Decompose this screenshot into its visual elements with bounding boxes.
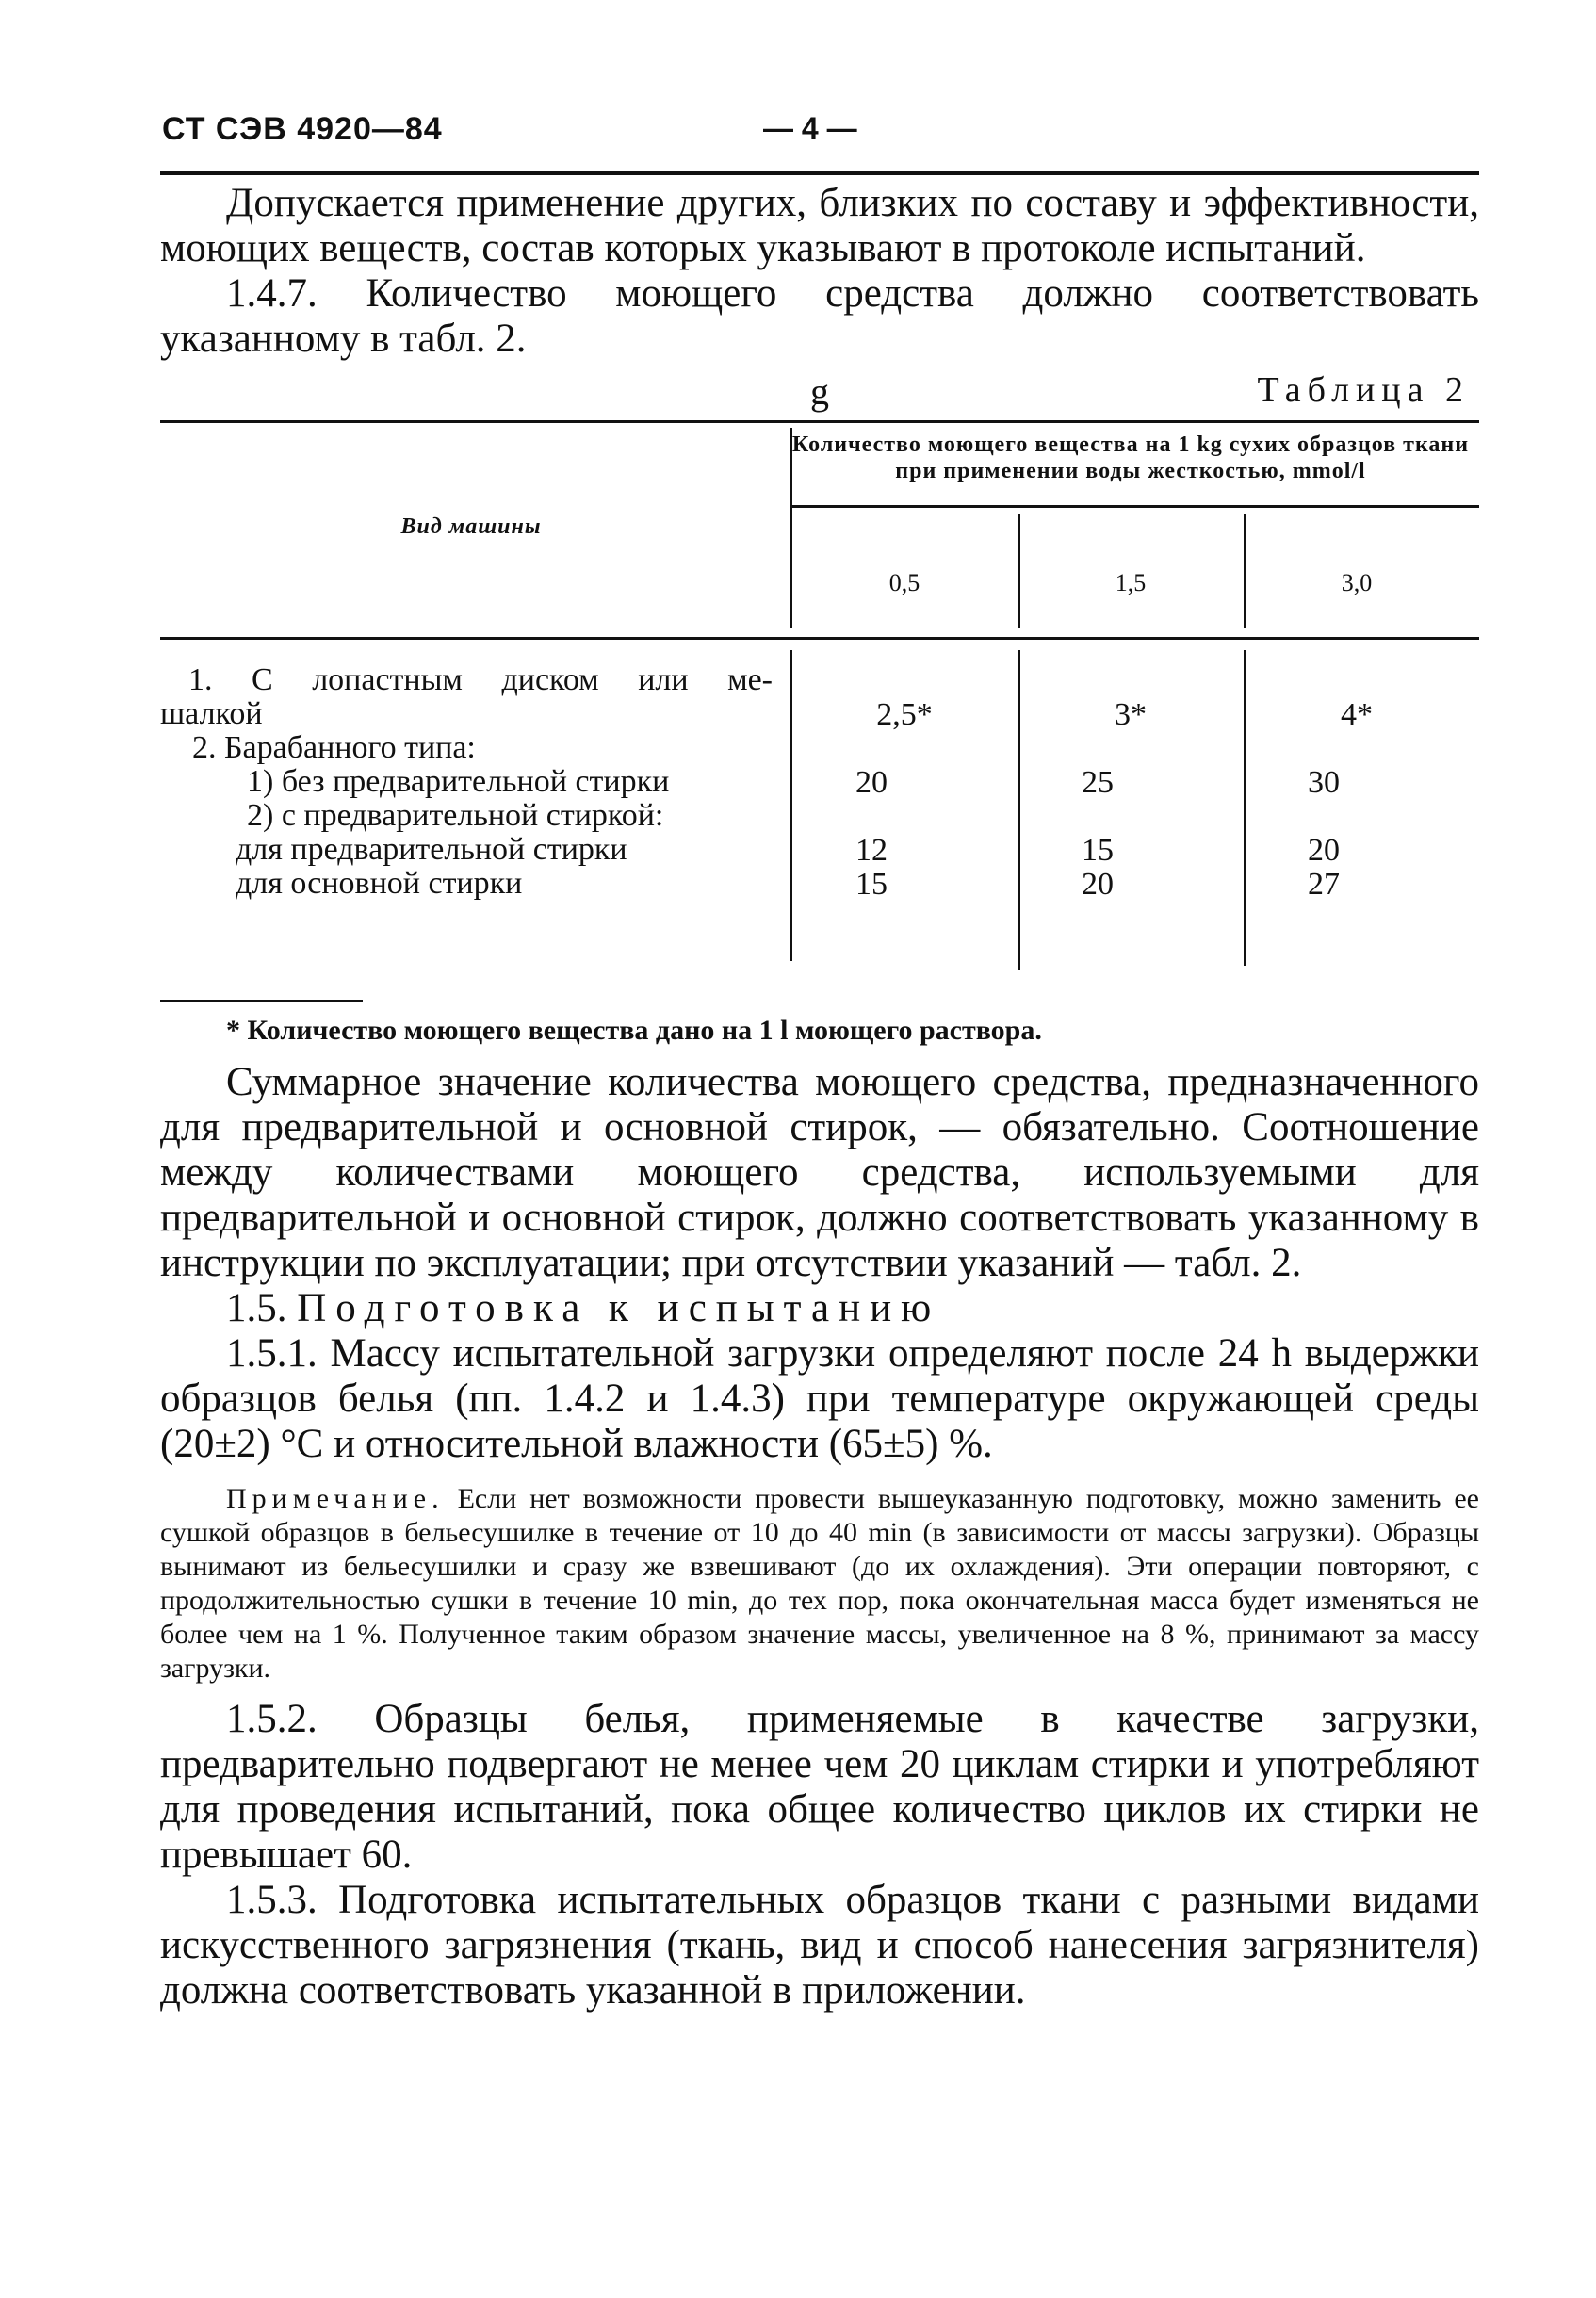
table-vline <box>1244 650 1246 966</box>
table-cell: 12 <box>855 833 888 868</box>
paragraph-1-5-3: 1.5.3. Подготовка испытательных образцов ткани с разными видами искусственного загрязнения (ткань, вид и способ нанесения загрязнителя) должна соответствовать указанной в приложении. <box>160 1878 1479 2013</box>
table-cell: 3* <box>1115 697 1147 732</box>
table-cell: 15 <box>1082 833 1114 868</box>
section-number: 1.5. <box>226 1286 287 1330</box>
table-cell: 15 <box>855 867 888 902</box>
table-vline <box>1018 650 1020 970</box>
row-label: для основной стирки <box>236 866 523 901</box>
table-unit: g <box>810 370 829 413</box>
table-cell: 20 <box>855 765 888 800</box>
table-cell: 27 <box>1308 867 1340 902</box>
table-number: Таблица 2 <box>1257 370 1470 410</box>
row-label: для предварительной стирки <box>236 832 627 867</box>
paragraph-total-amount: Суммарное значение количества моющего средства, предназначенного для предварительной и основной стирок, — обязательно. Соотношение между количествами моющего средства, используемыми для предварительной и основной стирок, должно соответствовать указанному в инструкции по эксплуатации; при отсутствии указаний — табл. 2. <box>160 1060 1479 1285</box>
table-group-header: Количество моющего вещества на 1 kg сухих образцов ткани при применении воды жесткостью, mmol/l <box>791 432 1470 483</box>
paragraph-1-4-7: 1.4.7. Количество моющего средства должно соответствовать указанному в табл. 2. <box>160 271 1479 361</box>
table-footnote: * Количество моющего вещества дано на 1 l моющего раствора. <box>226 1015 1042 1046</box>
paragraph-substitutes: Допускается применение других, близких по составу и эффективности, моющих веществ, состав которых указывают в протоколе испытаний. <box>160 181 1479 270</box>
row-label: шалкой <box>160 696 263 731</box>
table-vline <box>1244 514 1246 628</box>
table-cell: 25 <box>1082 765 1114 800</box>
column-header: 0,5 <box>888 569 920 596</box>
row-label: 2. Барабанного типа: <box>192 730 476 765</box>
table-header-rule <box>160 637 1479 640</box>
paragraph-1-5-1: 1.5.1. Массу испытательной загрузки определяют после 24 h выдержки образцов белья (пп. 1.4.2 и 1.4.3) при температуре окружающей среды (20±2) °С и относительной влажности (65±5) %. <box>160 1331 1479 1466</box>
document-page <box>160 104 1479 2013</box>
table-machine-header: Вид машины <box>400 514 542 539</box>
table-subheader-rule <box>790 505 1479 508</box>
row-label: 1) без предварительной стирки <box>247 764 670 799</box>
footnote-rule <box>160 1000 363 1002</box>
table-top-rule <box>160 420 1479 423</box>
note-label: Примечание. <box>226 1483 445 1514</box>
row-label: 2) с предварительной стиркой: <box>247 798 664 833</box>
detergent-table <box>160 420 1479 971</box>
header-rule <box>160 171 1479 175</box>
paragraph-1-5-2: 1.5.2. Образцы белья, применяемые в качестве загрузки, предварительно подвергают не менее чем 20 циклам стирки и употребляют для проведения испытаний, пока общее количество циклов их стирки не превышает 60. <box>160 1697 1479 1877</box>
page-header <box>160 104 1479 149</box>
table-cell: 2,5* <box>876 697 933 732</box>
section-title: Подготовка к испытанию <box>297 1286 941 1330</box>
table-caption <box>160 367 1479 420</box>
table-vline <box>1018 514 1020 628</box>
column-header: 3,0 <box>1341 569 1373 596</box>
note-text: Если нет возможности провести вышеуказанную подготовку, можно заменить ее сушкой образцов в бельесушилке в течение от 10 до 40 min (в зависимости от массы загрузки). Образцы вынимают из бельесушилки и сразу же взвешивают (до их охлаждения). Эти операции повторяют, с продолжительностью сушки в течение 10 min, до тех пор, пока окончательная масса будет изменяться не более чем на 1 %. Полученное таким образом значение массы, увеличенное на 8 %, принимают за массу загрузки. <box>160 1483 1479 1684</box>
note <box>160 1482 1479 1686</box>
page-number: — 4 — <box>763 111 857 145</box>
column-header: 1,5 <box>1115 569 1147 596</box>
table-vline <box>790 650 792 961</box>
row-label: 1. С лопастным диском или ме- <box>188 662 773 697</box>
table-cell: 20 <box>1082 867 1114 902</box>
table-cell: 20 <box>1308 833 1340 868</box>
table-cell: 4* <box>1341 697 1373 732</box>
table-cell: 30 <box>1308 765 1340 800</box>
section-heading <box>160 1286 1479 1331</box>
document-id: СТ СЭВ 4920—84 <box>162 111 443 147</box>
